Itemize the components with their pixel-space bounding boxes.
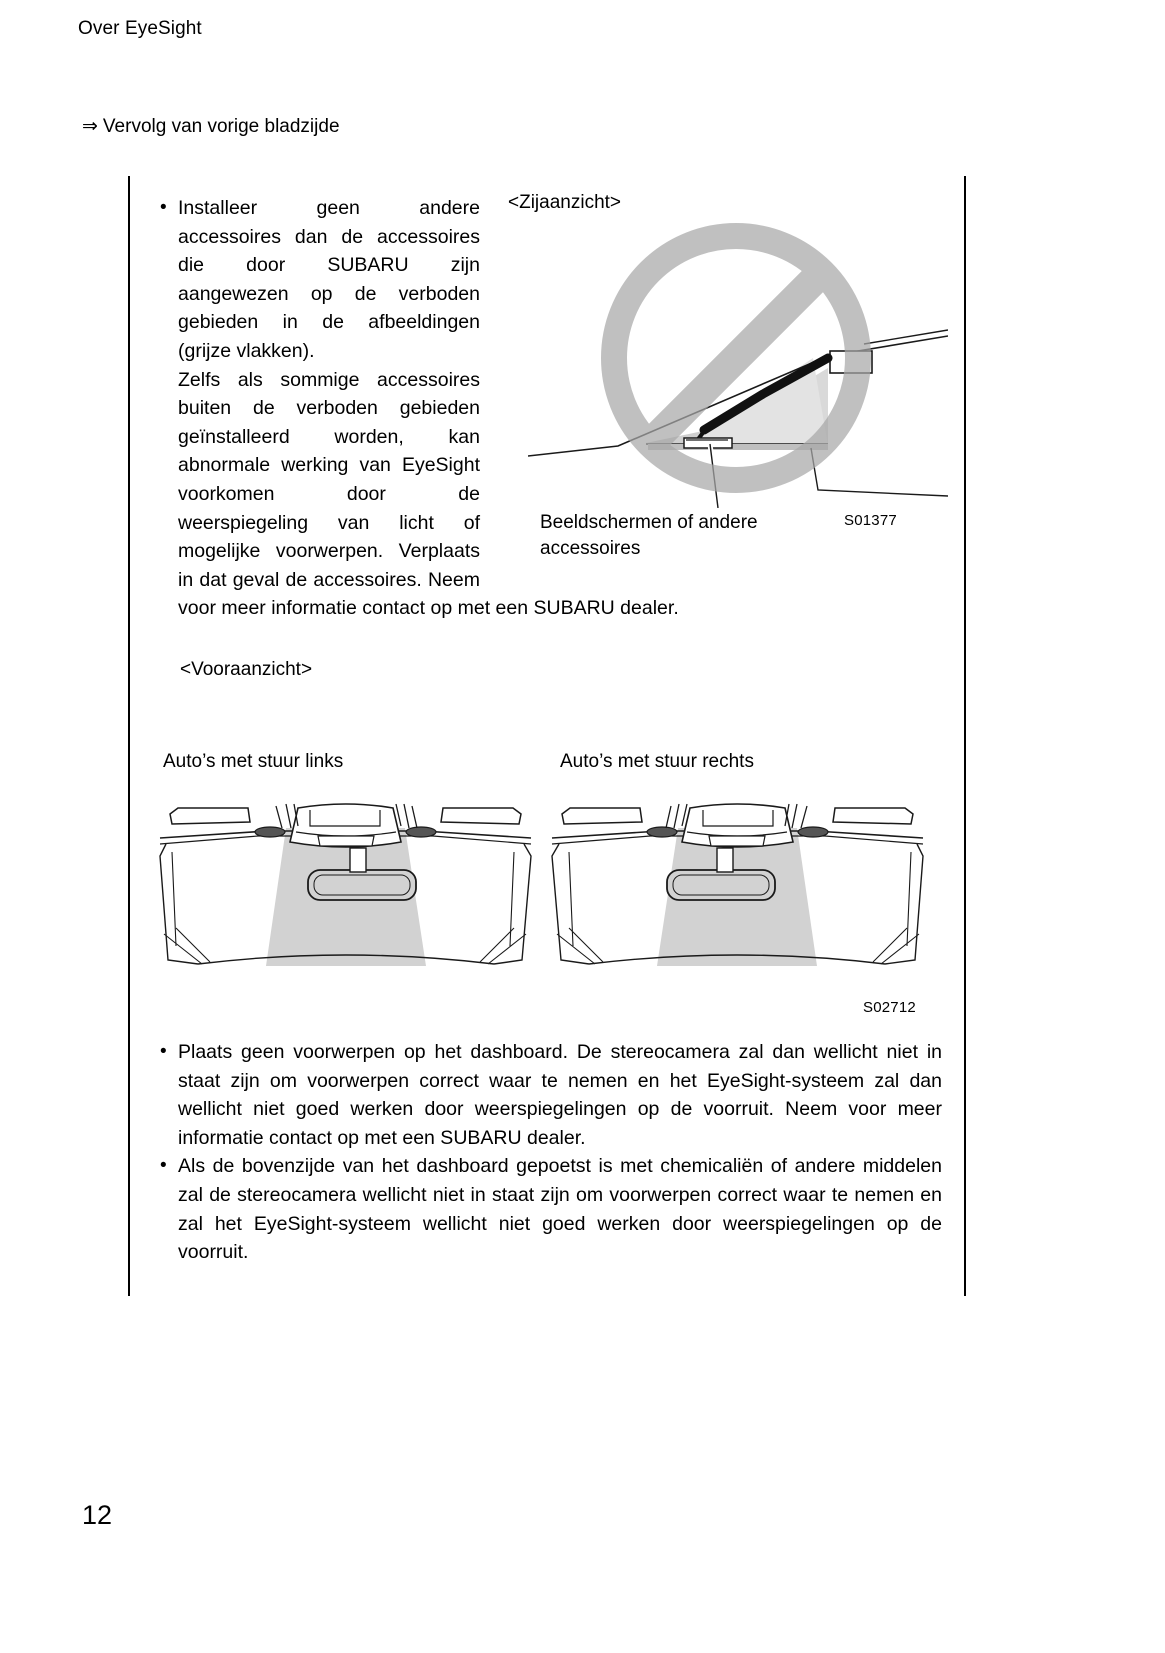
bullet-glyph: • — [160, 1041, 167, 1062]
side-view-illustration — [528, 218, 948, 508]
page-number: 12 — [82, 1500, 113, 1530]
side-view-caption: Beeldschermen of andere accessoires — [540, 512, 758, 559]
bullet-3-text: Als de bovenzijde van het dashboard gepoetst is met chemicaliën of andere middelen zal de stereocamera wellicht niet in staat zijn om voorwerpen correct waar te nemen en zal het EyeSight-systeem wellicht niet goed werken door weerspiegelingen op de voorruit. — [178, 1155, 942, 1264]
continuation-note-label: Vervolg van vorige bladzijde — [102, 116, 340, 137]
bullet-glyph: • — [160, 197, 167, 218]
bullet-1-paragraph-2: Zelfs als sommige accessoires buiten de verboden gebieden geïnstalleerd worden, kan abnormale werking van EyeSight voorkomen door de weerspiegeling van licht of mogelijke voorwerpen. Verplaats in dat geval de accessoires. Neem voor meer informatie contact op met een SUBARU dealer. — [178, 368, 679, 620]
side-view-figure — [508, 192, 958, 572]
bullet-glyph: • — [160, 1155, 167, 1177]
right-hand-drive-label: Auto’s met stuur rechts — [560, 751, 754, 772]
side-view-figure-id: S01377 — [844, 512, 897, 529]
front-view-illustration-rhd — [550, 796, 925, 966]
bullet-item-chemical-polish — [158, 1152, 942, 1266]
bullets-tail-container — [158, 1038, 942, 1267]
running-head: Over EyeSight — [78, 18, 202, 39]
double-arrow-right-icon: ⇒ — [82, 116, 98, 137]
front-view-figure-id: S02712 — [863, 999, 916, 1016]
side-view-label: <Zijaanzicht> — [508, 192, 622, 213]
bullet-item-no-objects-on-dashboard — [158, 1038, 942, 1152]
bullet-1-paragraph-1: Installeer geen andere accessoires dan de accessoires die door SUBARU zijn aangewezen op de verboden gebieden in de afbeeldingen (grijze vlakken). — [178, 197, 480, 362]
left-hand-drive-label: Auto’s met stuur links — [163, 751, 344, 772]
front-view-illustration-lhd — [158, 796, 533, 966]
front-view-label: <Vooraanzicht> — [180, 659, 313, 680]
bullet-2-text: Plaats geen voorwerpen op het dashboard. De stereocamera zal dan wellicht niet in staat zijn om voorwerpen correct waar te nemen en het EyeSight-systeem zal dan wellicht niet goed werken door weerspiegelingen op de voorruit. Neem voor meer informatie contact op met een SUBARU dealer. — [178, 1041, 942, 1149]
warning-block — [128, 176, 966, 1296]
continuation-note — [82, 115, 340, 138]
